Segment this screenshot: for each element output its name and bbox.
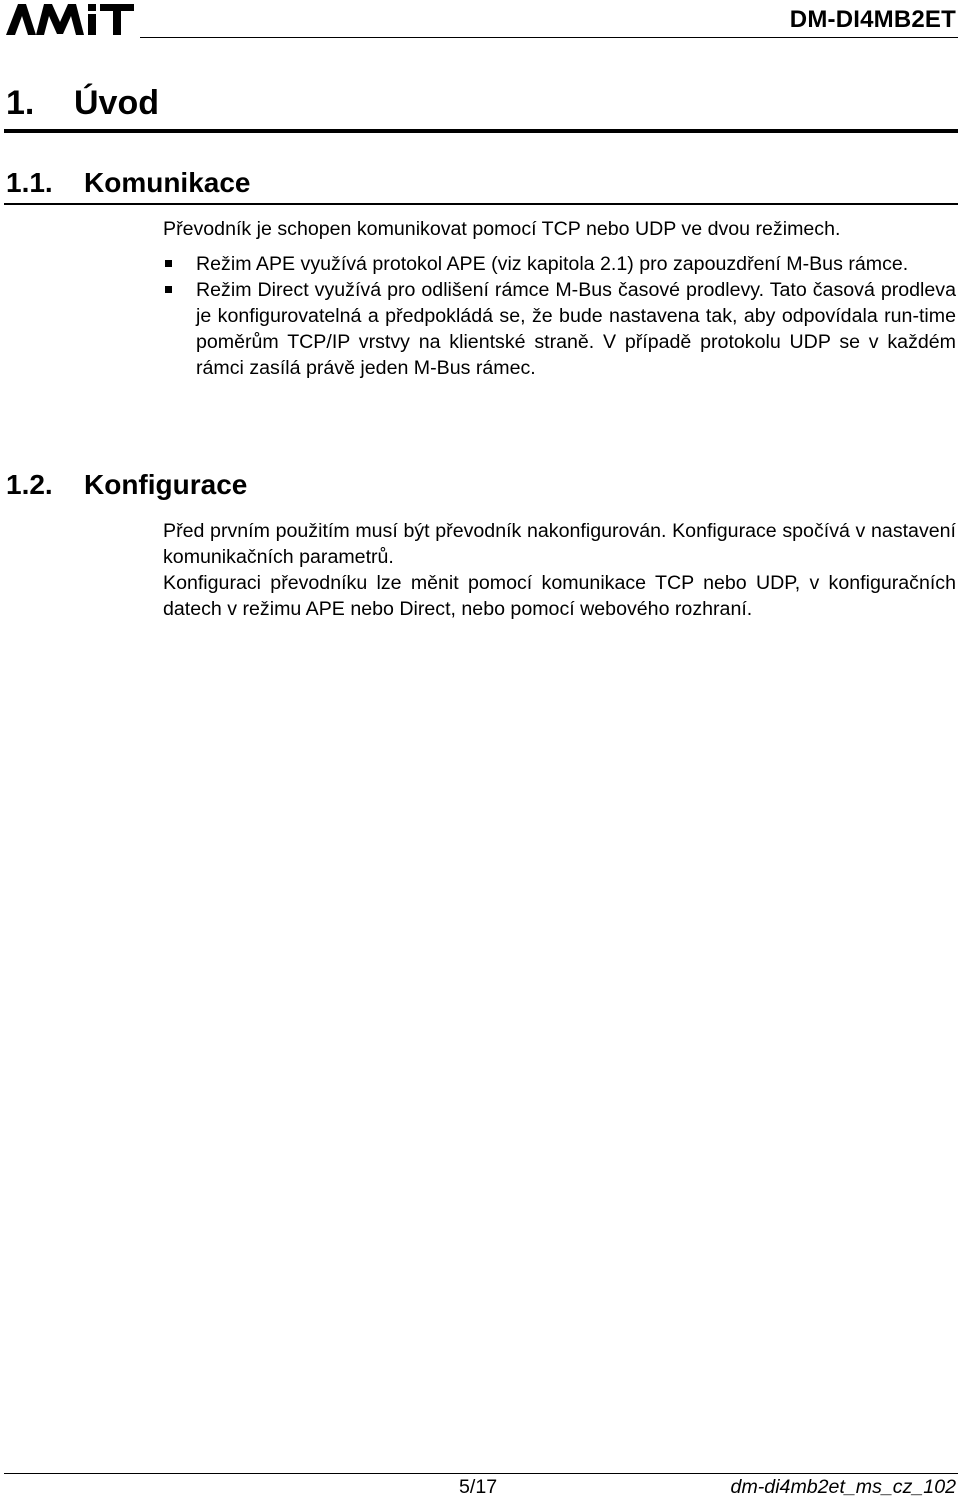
konfigurace-paragraph-1: Před prvním použitím musí být převodník nakonfigurován. Konfigurace spočívá v nastavení komunikačních parametrů. <box>163 520 956 568</box>
header-rule <box>140 37 958 38</box>
komunikace-intro: Převodník je schopen komunikovat pomocí TCP nebo UDP ve dvou režimech. <box>163 218 841 240</box>
section-number: 1.1. <box>6 167 53 198</box>
section-title: Konfigurace <box>84 469 248 500</box>
page-number: 5/17 <box>459 1476 498 1498</box>
section-heading-komunikace <box>6 167 251 199</box>
bullet-text: Režim APE využívá protokol APE (viz kapitola 2.1) pro zapouzdření M-Bus rámce. <box>196 253 909 275</box>
document-code: DM-DI4MB2ET <box>789 6 956 33</box>
amit-logo <box>4 2 136 36</box>
square-bullet-icon <box>165 286 172 293</box>
bullet-text: Režim Direct využívá pro odlišení rámce M-Bus časové prodlevy. Tato časová prodleva je konfigurovatelná a předpokládá se, že bude nastavena tak, aby odpovídala run-time poměrům TCP/IP vrstvy na klientské straně. V případě protokolu UDP se v každém rámci zasílá právě jeden M-Bus rámec. <box>196 279 956 379</box>
section-heading-konfigurace <box>6 469 247 501</box>
bullet-item-direct <box>163 277 956 381</box>
section-number: 1.2. <box>6 469 53 500</box>
chapter-heading <box>6 84 159 123</box>
chapter-rule <box>4 129 958 133</box>
bullet-item-ape <box>163 251 956 277</box>
section-rule <box>4 203 958 205</box>
chapter-number: 1. <box>6 84 35 122</box>
square-bullet-icon <box>165 260 172 267</box>
konfigurace-paragraph-2: Konfiguraci převodníku lze měnit pomocí komunikace TCP nebo UDP, v konfiguračních datech v režimu APE nebo Direct, nebo pomocí webového rozhraní. <box>163 572 956 620</box>
footer-rule <box>4 1473 958 1474</box>
chapter-title: Úvod <box>74 84 159 122</box>
komunikace-bullet-list <box>163 251 956 381</box>
footer-document-id: dm-di4mb2et_ms_cz_102 <box>730 1476 956 1498</box>
page-header <box>0 0 960 40</box>
section-title: Komunikace <box>84 167 251 198</box>
